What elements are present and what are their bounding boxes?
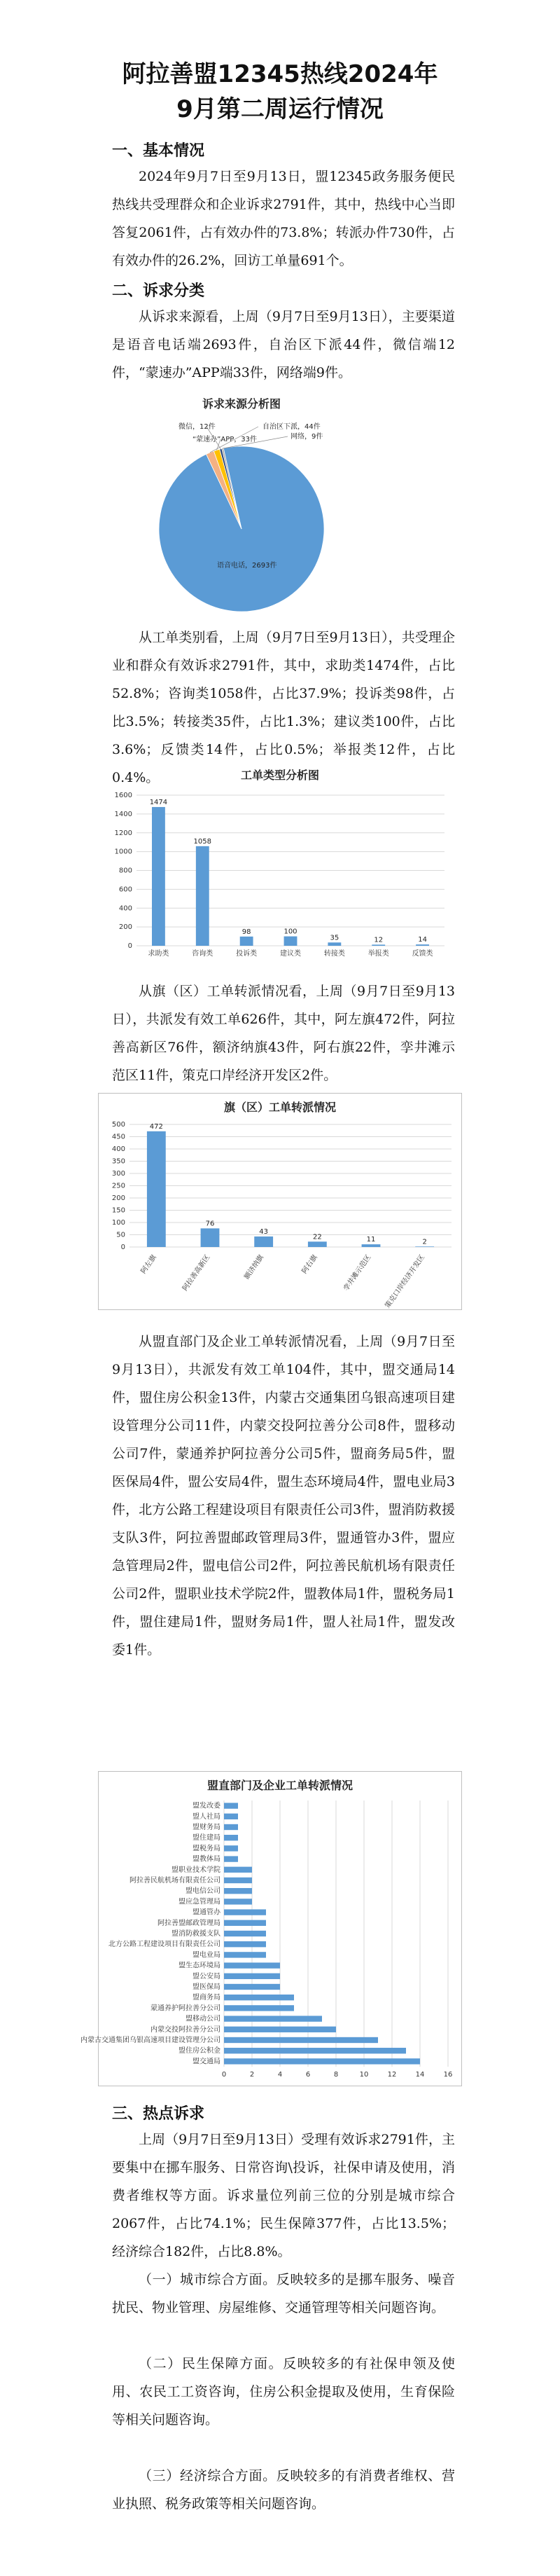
bar <box>224 1899 252 1904</box>
section-heading-hotspot: 三、热点诉求 <box>112 2105 205 2123</box>
y-tick-label: 1000 <box>114 848 132 856</box>
y-tick-label: 盟消防救援支队 <box>172 1930 220 1938</box>
bar-data-label: 98 <box>241 928 251 936</box>
bar-data-label: 472 <box>149 1122 163 1131</box>
y-tick-label: 350 <box>111 1157 125 1166</box>
y-tick-label: 300 <box>111 1170 125 1178</box>
section-heading-classification: 二、诉求分类 <box>112 282 205 300</box>
bar-data-label: 1058 <box>193 837 212 846</box>
y-tick-label: 盟公安局 <box>192 1972 220 1981</box>
y-tick-label: 600 <box>118 886 132 894</box>
bar <box>224 1909 266 1915</box>
y-tick-label: 阿拉善盟邮政管理局 <box>158 1919 220 1927</box>
y-tick-label: 盟商务局 <box>192 1994 220 2002</box>
bar <box>224 1814 238 1819</box>
x-tick-label: 转接类 <box>323 950 345 958</box>
bar <box>224 1888 252 1894</box>
bar <box>308 1241 327 1247</box>
x-tick-label: 反馈类 <box>412 950 433 958</box>
category-paragraph: 从工单类别看，上周（9月7日至9月13日），共受理企业和群众有效诉求2791件，其中，求助类1474件，占比52.8%；咨询类1058件，占比37.9%；投诉类98件，占比3.5%；转接类35件，占比1.3%；建议类100件，占比3.6%；反馈类14件，占比0.5%；举报类12件，占比0.4%。 <box>112 630 455 785</box>
bar <box>224 1952 266 1957</box>
bar <box>224 1878 252 1883</box>
bar <box>224 1920 266 1926</box>
bar <box>152 807 165 946</box>
y-tick-label: 1600 <box>114 792 132 799</box>
bar <box>224 1803 238 1808</box>
y-tick-label: 200 <box>111 1194 125 1202</box>
section-basic-paragraph: 2024年9月7日至9月13日，盟12345政务服务便民热线共受理群众和企业诉求2791件，其中，热线中心当即答复2061件，占有效办件的73.8%；转派办件730件，占有效办件的26.2%，回访工单量691个。 <box>112 169 455 268</box>
y-tick-label: 内蒙古交通集团乌银高速项目建设管理分公司 <box>80 2037 220 2044</box>
x-tick-label: 14 <box>415 2071 425 2079</box>
livelihood-paragraph: （二）民生保障方面。反映较多的有社保申领及使用、农民工工资咨询，住房公积金提取及使用，生育保险等相关问题咨询。 <box>112 2356 455 2427</box>
x-tick-label: 12 <box>387 2071 397 2079</box>
x-tick-label: 咨询类 <box>192 950 214 958</box>
x-tick-label: 10 <box>359 2071 369 2079</box>
y-tick-label: 盟应急管理局 <box>178 1898 220 1906</box>
bar <box>224 1974 280 1979</box>
y-tick-label: 150 <box>111 1206 125 1215</box>
bar <box>224 2027 336 2032</box>
bar <box>196 846 209 946</box>
y-tick-label: 盟移动公司 <box>186 2015 220 2023</box>
y-tick-label: 盟住房公积金 <box>178 2047 220 2055</box>
y-tick-label: 盟生态环境局 <box>178 1962 220 1970</box>
x-tick-label: 阿左旗 <box>139 1253 158 1276</box>
category-bar-chart <box>105 764 455 974</box>
bar <box>224 2058 420 2064</box>
bar <box>201 1228 220 1247</box>
x-tick-label: 孪井滩示范区 <box>342 1253 373 1293</box>
x-tick-label: 策克口岸经济开发区 <box>384 1253 427 1310</box>
y-tick-label: 50 <box>116 1231 125 1239</box>
economy-paragraph: （三）经济综合方面。反映较多的有消费者维权、营业执照、税务政策等相关问题咨询。 <box>112 2468 455 2512</box>
x-tick-label: 阿拉善高新区 <box>181 1253 212 1293</box>
bar-data-label: 1474 <box>149 798 168 806</box>
department-bar-chart <box>80 1771 462 2086</box>
hotspot-paragraph: 上周（9月7日至9月13日）受理有效诉求2791件，主要集中在挪车服务、日常咨询\投诉，社保申请及使用，消费者维权等方面。诉求量位列前三位的分别是城市综合2067件，占比74.1%；民生保障377件，占比13.5%；经济综合182件，占比8.8%。 <box>112 2132 455 2259</box>
y-tick-label: 盟住建局 <box>192 1834 220 1843</box>
pie-data-label: 语音电话，2693件 <box>217 562 277 570</box>
district-chart-title: 旗（区）工单转派情况 <box>223 1101 337 1114</box>
bar-data-label: 14 <box>418 936 427 944</box>
bar <box>416 944 429 946</box>
bar-data-label: 22 <box>312 1233 322 1241</box>
pie-data-label: “蒙速办”APP，33件 <box>192 436 257 443</box>
y-tick-label: 0 <box>120 1244 125 1251</box>
document-title-line2: 9月第二周运行情况 <box>176 95 384 123</box>
y-tick-label: 盟发改委 <box>192 1802 220 1810</box>
y-tick-label: 蒙通养护阿拉善分公司 <box>150 2004 220 2013</box>
bar <box>224 1824 238 1830</box>
pie-chart-title: 诉求来源分析图 <box>202 397 281 411</box>
pie-data-label: 微信，12件 <box>178 423 216 431</box>
urban-paragraph: （一）城市综合方面。反映较多的是挪车服务、噪音扰民、物业管理、房屋维修、交通管理等相关问题咨询。 <box>112 2272 455 2315</box>
category-chart-title: 工单类型分析图 <box>240 769 320 782</box>
y-tick-label: 盟医保局 <box>192 1983 220 1991</box>
y-tick-label: 盟人社局 <box>192 1812 220 1821</box>
y-tick-label: 盟财务局 <box>192 1824 220 1831</box>
x-tick-label: 8 <box>333 2071 339 2079</box>
bar <box>224 1941 266 1947</box>
y-tick-label: 盟电业局 <box>192 1951 220 1959</box>
y-tick-label: 内蒙交投阿拉善分公司 <box>150 2025 220 2034</box>
y-tick-label: 1400 <box>114 810 132 818</box>
y-tick-label: 250 <box>111 1182 125 1190</box>
department-paragraph: 从盟直部门及企业工单转派情况看，上周（9月7日至9月13日），共派发有效工单104件，其中，盟交通局14件，盟住房公积金13件，内蒙古交通集团乌银高速项目建设管理分公司11件，内蒙交投阿拉善分公司8件，盟移动公司7件，蒙通养护阿拉善分公司5件，盟商务局5件，盟医保局4件，盟公安局4件，盟生态环境局4件，盟电业局3件，北方公路工程建设项目有限责任公司3件，盟消防救援支队3件，阿拉善盟邮政管理局3件，盟通管办3件，盟应急管理局2件，盟电信公司2件，阿拉善民航机场有限责任公司2件，盟职业技术学院2件，盟教体局1件，盟税务局1件，盟住建局1件，盟财务局1件，盟人社局1件，盟发改委1件。 <box>112 1334 455 1658</box>
y-tick-label: 北方公路工程建设项目有限责任公司 <box>108 1941 220 1949</box>
bar <box>147 1131 166 1247</box>
bar <box>224 2037 378 2043</box>
y-tick-label: 100 <box>111 1219 125 1227</box>
y-tick-label: 400 <box>118 904 132 913</box>
bar <box>224 1845 238 1851</box>
x-tick-label: 投诉类 <box>236 950 258 958</box>
x-tick-label: 求助类 <box>148 950 169 958</box>
bar <box>224 2048 406 2053</box>
bar-data-label: 43 <box>259 1227 269 1236</box>
department-chart-title: 盟直部门及企业工单转派情况 <box>206 1779 354 1792</box>
bar <box>224 1867 252 1873</box>
bar <box>415 1246 434 1247</box>
bar-data-label: 11 <box>366 1236 376 1244</box>
bar <box>224 1856 238 1861</box>
bar <box>224 1931 266 1936</box>
bar-data-label: 35 <box>330 934 340 942</box>
y-tick-label: 盟通管办 <box>192 1908 220 1917</box>
bar <box>240 937 253 946</box>
x-tick-label: 0 <box>221 2071 227 2079</box>
x-tick-label: 4 <box>277 2071 283 2079</box>
bar <box>328 942 341 946</box>
bar <box>254 1237 273 1247</box>
y-tick-label: 500 <box>111 1121 125 1129</box>
section-heading-basic: 一、基本情况 <box>112 142 205 160</box>
y-tick-label: 阿拉善民航机场有限责任公司 <box>130 1877 220 1885</box>
bar <box>284 937 298 946</box>
bar <box>372 944 385 946</box>
y-tick-label: 盟教体局 <box>192 1855 220 1864</box>
bar-data-label: 76 <box>205 1220 215 1228</box>
bar <box>224 1984 280 1990</box>
y-tick-label: 盟税务局 <box>192 1845 220 1853</box>
bar-data-label: 100 <box>284 928 298 936</box>
y-tick-label: 盟交通局 <box>192 2058 220 2066</box>
y-tick-label: 200 <box>118 923 132 932</box>
source-paragraph: 从诉求来源看，上周（9月7日至9月13日），主要渠道是语音电话端2693件，自治区下派44件，微信端12件，“蒙速办”APP端33件，网络端9件。 <box>112 309 455 380</box>
x-tick-label: 额济纳旗 <box>243 1253 266 1281</box>
x-tick-label: 举报类 <box>368 950 389 958</box>
y-tick-label: 450 <box>111 1133 125 1141</box>
bar-data-label: 2 <box>422 1238 427 1246</box>
bar <box>224 2016 322 2021</box>
y-tick-label: 盟职业技术学院 <box>172 1866 220 1874</box>
y-tick-label: 400 <box>111 1145 125 1153</box>
y-tick-label: 800 <box>118 867 132 875</box>
y-tick-label: 盟电信公司 <box>186 1887 220 1896</box>
x-tick-label: 2 <box>249 2071 255 2079</box>
pie-data-label: 自治区下派，44件 <box>262 423 321 431</box>
x-tick-label: 6 <box>305 2071 311 2079</box>
bar-data-label: 12 <box>374 936 384 944</box>
bar <box>224 2005 294 2011</box>
y-tick-label: 1200 <box>114 829 132 837</box>
bar <box>224 1962 280 1968</box>
bar <box>224 1835 238 1840</box>
x-tick-label: 16 <box>443 2071 453 2079</box>
source-pie-chart <box>112 392 371 624</box>
bar <box>224 1995 294 2000</box>
district-bar-chart <box>98 1093 462 1310</box>
district-paragraph: 从旗（区）工单转派情况看，上周（9月7日至9月13日），共派发有效工单626件，其中，阿左旗472件，阿拉善高新区76件，额济纳旗43件，阿右旗22件，孪井滩示范区11件，策克口岸经济开发区2件。 <box>112 984 455 1083</box>
x-tick-label: 阿右旗 <box>300 1253 319 1276</box>
bar <box>362 1244 381 1247</box>
y-tick-label: 0 <box>127 942 132 950</box>
document-title-line1: 阿拉善盟12345热线2024年 <box>122 60 438 88</box>
pie-data-label: 网络，9件 <box>290 433 323 441</box>
x-tick-label: 建议类 <box>280 950 301 958</box>
